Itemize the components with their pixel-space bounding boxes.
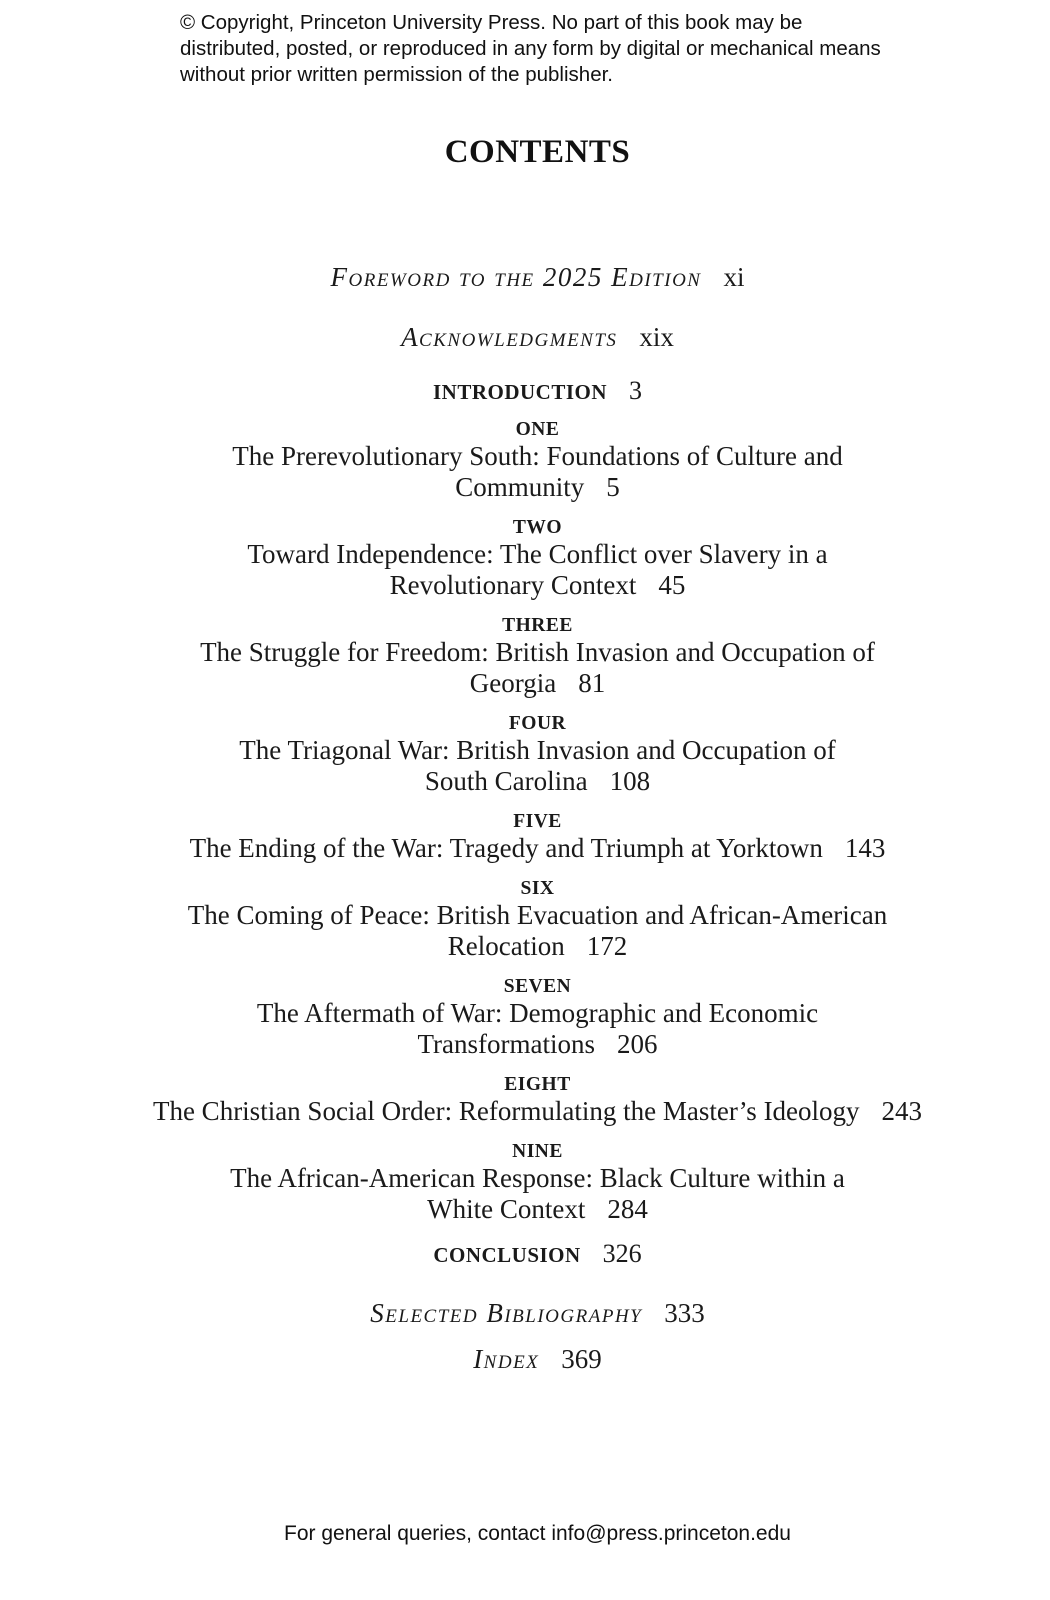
chapter-page: 243 [881,1096,923,1126]
toc-chapter-5[interactable] [0,811,1050,864]
toc-entry-bibliography[interactable] [0,1296,1050,1330]
chapter-title: The Prerevolutionary South: Foundations of Culture and Community 5 [232,441,843,502]
toc-entry-conclusion[interactable] [0,1239,1050,1270]
toc-entry-foreword[interactable] [0,260,1050,294]
chapter-number: SIX [520,878,555,899]
page-title: CONTENTS [444,134,631,170]
chapter-title: The Christian Social Order: Reformulating the Master’s Ideology 243 [152,1096,923,1126]
chapter-title: The Coming of Peace: British Evacuation and African-American Relocation 172 [187,900,888,961]
toc-chapter-7[interactable] [0,976,1050,1060]
chapter-number: FIVE [513,811,562,832]
chapter-title: The African-American Response: Black Culture within a White Context 284 [230,1163,845,1224]
toc-entry-label: Selected Bibliography [370,1298,643,1328]
chapter-page: 81 [578,668,606,698]
toc-chapter-9[interactable] [0,1141,1050,1225]
toc-entry-label: INTRODUCTION [432,380,608,404]
chapter-number: FOUR [508,713,567,734]
chapter-page: 172 [586,931,628,961]
chapter-number: TWO [512,517,563,538]
chapter-page: 284 [607,1194,648,1224]
toc-entry-page: 369 [561,1344,602,1374]
chapter-title: The Struggle for Freedom: British Invasion and Occupation of Georgia 81 [200,637,875,698]
chapter-title: The Ending of the War: Tragedy and Triumph at Yorktown 143 [189,833,886,863]
chapter-page: 143 [844,833,886,863]
chapter-number: EIGHT [504,1074,571,1095]
toc-chapter-4[interactable] [0,713,1050,797]
toc-entry-introduction[interactable] [0,376,1050,407]
chapter-page: 45 [658,570,686,600]
table-of-contents [0,260,1050,1390]
chapter-number: NINE [512,1141,563,1162]
toc-chapter-2[interactable] [0,517,1050,601]
toc-chapter-1[interactable] [0,419,1050,503]
toc-entry-label: Index [473,1344,540,1374]
toc-entry-page: xix [639,322,674,352]
toc-entry-page: 3 [629,376,643,405]
toc-chapter-6[interactable] [0,878,1050,962]
chapter-number: THREE [502,615,573,636]
chapter-page: 206 [617,1029,658,1059]
chapter-number: SEVEN [503,976,572,997]
toc-entry-page: 326 [602,1239,642,1268]
chapter-title: The Aftermath of War: Demographic and Economic Transformations 206 [256,998,819,1059]
footer-contact: For general queries, contact info@press.princeton.edu [284,1522,791,1545]
toc-chapter-8[interactable] [0,1074,1050,1127]
chapter-page: 5 [606,472,620,502]
toc-entry-index[interactable] [0,1342,1050,1376]
toc-entry-label: Acknowledgments [401,322,618,352]
chapter-page: 108 [609,766,651,796]
copyright-notice: © Copyright, Princeton University Press. No part of this book may be distributed, posted, or reproduced in any form by digital or mechanical means without prior written permission of the publisher. [180,11,881,86]
toc-entry-label: Foreword to the 2025 Edition [330,262,702,292]
toc-chapter-3[interactable] [0,615,1050,699]
toc-entry-label: CONCLUSION [433,1243,581,1267]
chapter-title: The Triagonal War: British Invasion and Occupation of South Carolina 108 [239,735,836,796]
toc-entry-page: 333 [664,1298,705,1328]
chapter-number: ONE [515,419,560,440]
chapter-title: Toward Independence: The Conflict over Slavery in a Revolutionary Context 45 [247,539,828,600]
toc-entry-page: xi [723,262,745,292]
toc-entry-acknowledgments[interactable] [0,320,1050,354]
